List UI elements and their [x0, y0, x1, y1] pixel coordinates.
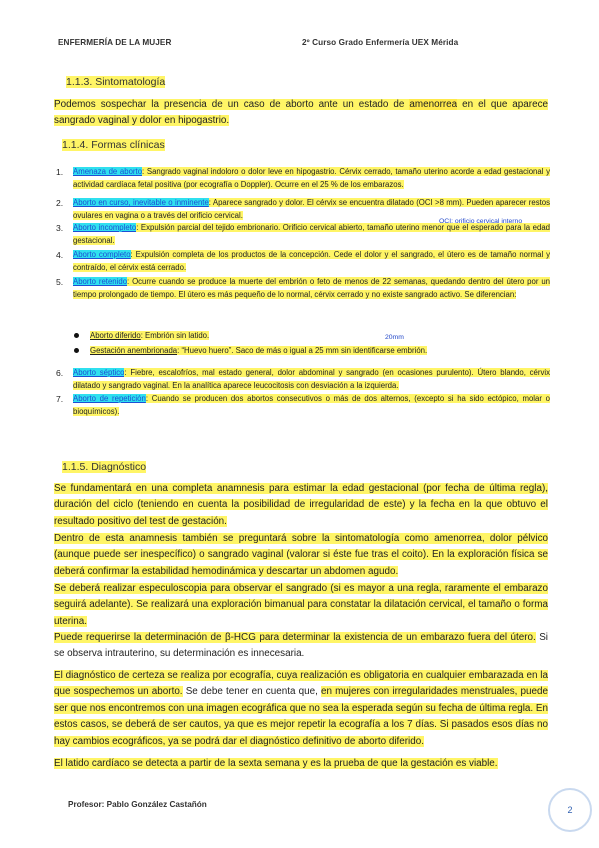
keyword-amenorrea: amenorrea: [409, 99, 458, 110]
section-title-diagnostico: [62, 461, 146, 473]
list-item: [56, 249, 550, 274]
term-aborto-repeticion: Aborto de repetición: [73, 394, 146, 403]
item-text: : Fiebre, escalofríos, mal estado general, dolor abdominal y sangrado (en ocasiones purulento). Útero blando, cérvix dilatado y sangrado vaginal. En la analítica aparece leucocitosis con desviación a la izquierda.: [73, 368, 551, 390]
list-item: [56, 393, 550, 418]
bullet-item: [72, 344, 548, 357]
subtype-bullets: [72, 329, 548, 357]
item-text: : Expulsión parcial del tejido embrionario. Orificio cervical abierto, tamaño uterino menor que el esperado para la edad gestacional.: [73, 223, 550, 245]
bullet-text: : “Huevo huero”. Saco de más o igual a 25 mm sin identificarse embrión.: [177, 346, 428, 355]
list-number: 1.: [56, 167, 64, 177]
item-text: : Sangrado vaginal indoloro o dolor leve en hipogastrio. Cérvix cerrado, tamaño uterino acorde a edad gestacional y actividad cardíaca fetal positiva (por ecografía o Doppler). Ocurre en el 25 % de los embarazos.: [73, 167, 551, 189]
term-aborto-diferido: Aborto diferido: [90, 331, 141, 340]
paragraph-text: El latido cardíaco se detecta a partir de la sexta semana y es la prueba de que la gestación es viable.: [54, 758, 498, 769]
list-number: 5.: [56, 277, 64, 287]
clinical-forms-list-continued: [56, 367, 550, 418]
paragraph-text-end: en el que aparece sangrado vaginal y dolor en hipogastrio.: [54, 99, 548, 127]
list-item: [56, 276, 550, 301]
header-course-title: ENFERMERÍA DE LA MUJER: [58, 38, 172, 47]
paragraph-sintomatologia: [54, 97, 548, 130]
paragraph-diagnostico-3: [54, 581, 548, 630]
list-item: [56, 367, 550, 392]
term-aborto-septico: Aborto séptico: [73, 368, 125, 377]
list-number: 4.: [56, 250, 64, 260]
bullet-dot: [74, 333, 79, 338]
handwritten-note-20mm: 20mm: [385, 334, 404, 341]
bullet-dot: [74, 348, 79, 353]
term-gestacion-anembrionada: Gestación anembrionada: [90, 346, 178, 355]
paragraph-text: Podemos sospechar la presencia de un caso de aborto ante un estado de: [54, 99, 410, 110]
bullet-text: : Embrión sin latido.: [140, 331, 210, 340]
clinical-forms-list: [56, 166, 550, 301]
page-number: 2: [548, 788, 592, 832]
list-number: 3.: [56, 223, 64, 233]
section-title-sintomatologia: [66, 76, 165, 88]
item-text: : Ocurre cuando se produce la muerte del embrión o feto de menos de 22 semanas, quedando dentro del útero por un tiempo prolongado de tiempo. El útero es más pequeño de lo normal, cérvix cerrado y no existe sangrado activo. Se diferencian:: [73, 277, 550, 299]
section-title-text: 1.1.5. Diagnóstico: [62, 461, 147, 473]
paragraph-text: Dentro de esta anamnesis también se preguntará sobre la sintomatología como amenorrea, dolor pélvico (aunque puede ser inespecífico) o sangrado vaginal (valorar si éste fue tras el coito). En la exploración física se deberá confirmar la estabilidad hemodinámica y descartar un abdomen agudo.: [54, 533, 548, 577]
paragraph-diagnostico-1: [54, 481, 548, 530]
item-text: : Cuando se producen dos abortos consecutivos o más de dos alternos, (excepto si ha sido ectópico, molar o bioquímicos).: [73, 394, 550, 416]
paragraph-text-plain: Se debe tener en cuenta que,: [182, 686, 321, 698]
list-number: 7.: [56, 394, 64, 404]
section-title-text: 1.1.3. Sintomatología: [66, 76, 166, 88]
paragraph-text: Puede requerirse la determinación de β-HCG para determinar la existencia de un embarazo fuera del útero.: [54, 632, 536, 643]
term-aborto-completo: Aborto completo: [73, 250, 131, 259]
term-aborto-en-curso: Aborto en curso, inevitable o inminente: [73, 198, 209, 207]
item-text: : Expulsión completa de los productos de la concepción. Cede el dolor y el sangrado, el útero es de tamaño normal y contraído, el cérvix está cerrado.: [73, 250, 550, 272]
paragraph-text-continued: en mujeres con irregularidades menstruales, puede ser que nos encontremos con una imagen ecográfica que no sea la esperada según su fecha de última regla. En estos casos, se deberá de ser cautos, ya que es mejor repetir la ecografía a los 7 días. Si pasados esos días no hay cambios ecográficos, ya se podrá dar el diagnóstico definitivo de aborto diferido.: [54, 686, 548, 747]
term-amenaza-aborto: Amenaza de aborto: [73, 167, 143, 176]
list-item: [56, 166, 550, 191]
term-aborto-incompleto: Aborto incompleto: [73, 223, 137, 232]
handwritten-note-oci: OCI: orificio cervical interno: [439, 218, 523, 225]
bullet-item: [72, 329, 548, 342]
paragraph-text-plain: Si se observa intrauterino, su determinación es innecesaria.: [54, 632, 548, 660]
list-number: 6.: [56, 368, 64, 378]
term-aborto-retenido: Aborto retenido: [73, 277, 128, 286]
section-title-formas-clinicas: [62, 139, 165, 151]
list-item: [56, 222, 550, 247]
paragraph-text: Se deberá realizar especuloscopia para observar el sangrado (si es mayor a una regla, raramente el embarazo seguirá adelante). Se realizará una exploración bimanual para constatar la dilatación cervical, el tamaño o forma uterina.: [54, 583, 548, 627]
paragraph-diagnostico-2: [54, 531, 548, 580]
paragraph-diagnostico-6: [54, 756, 548, 772]
footer-author: Profesor: Pablo González Castañón: [68, 800, 207, 809]
item-text: : Aparece sangrado y dolor. El cérvix se encuentra dilatado (OCI >8 mm). Pueden aparecer restos ovulares en vagina o a través del orificio cervical.: [73, 198, 550, 220]
list-number: 2.: [56, 198, 64, 208]
section-title-text: 1.1.4. Formas clínicas: [62, 139, 165, 151]
paragraph-text: El diagnóstico de certeza se realiza por ecografía, cuya realización es obligatoria en cualquier embarazada en la que sospechemos un aborto.: [54, 670, 548, 698]
paragraph-diagnostico-4: [54, 630, 548, 663]
header-course-info: 2º Curso Grado Enfermería UEX Mérida: [302, 38, 459, 47]
paragraph-text: Se fundamentará en una completa anamnesis para estimar la edad gestacional (por fecha de última regla), duración del ciclo (teniendo en cuenta la posibilidad de irregularidad de este) y la fecha en la que obtuvo el resultado positivo del test de gestación.: [54, 483, 548, 527]
paragraph-diagnostico-5: [54, 668, 548, 750]
